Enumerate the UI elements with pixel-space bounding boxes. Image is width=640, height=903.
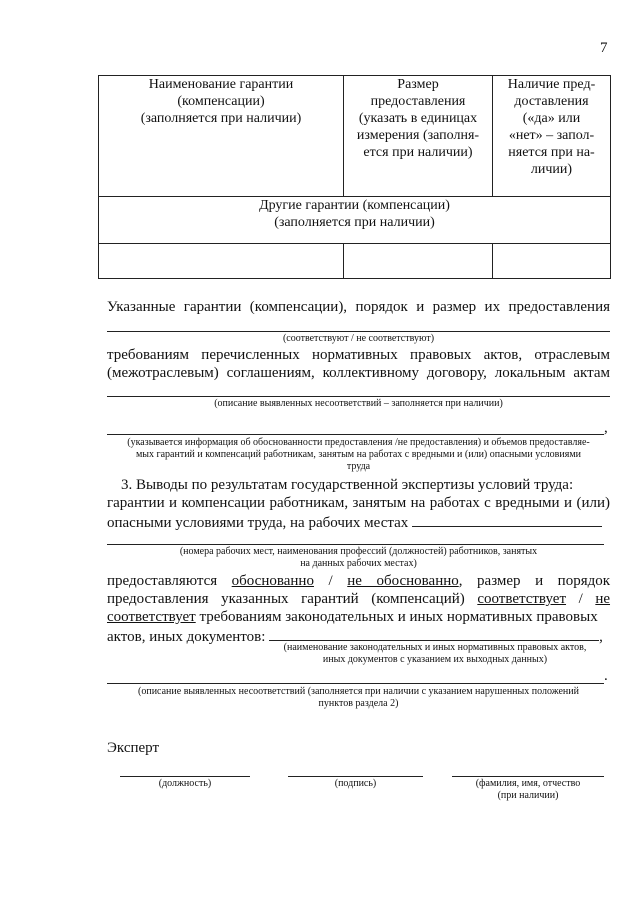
complies-option[interactable]: соответствует xyxy=(477,591,567,607)
header-line: ется при наличии) xyxy=(363,145,473,160)
guarantees-table xyxy=(98,75,611,279)
header-line: Наличие пред- xyxy=(507,77,596,92)
full-name-fill-line[interactable] xyxy=(452,776,604,777)
violations-hint-2: пунктов раздела 2) xyxy=(318,698,399,709)
conclusions-line-3 xyxy=(107,512,610,532)
option-separator: / xyxy=(578,591,583,607)
header-line: Размер xyxy=(397,77,439,92)
justification-fill-line[interactable] xyxy=(107,434,604,435)
header-amount xyxy=(344,76,493,197)
header-line: няется при на- xyxy=(508,145,595,160)
empty-table-row xyxy=(99,244,611,279)
mismatch-fill-line[interactable] xyxy=(107,396,610,397)
workplaces-label: опасными условиями труда, на рабочих местах xyxy=(107,515,409,531)
conclusions-line-4 xyxy=(107,572,610,590)
size-and-order-text: , размер и порядок xyxy=(458,573,611,589)
mismatch-hint: (описание выявленных несоответствий – заполняется при наличии) xyxy=(214,398,503,409)
header-line: измерения (заполня- xyxy=(356,128,480,143)
provision-text: предоставления указанных гарантий (компенсаций) xyxy=(107,591,465,607)
other-guarantees-cell xyxy=(99,197,611,244)
position-fill-line[interactable] xyxy=(120,776,250,777)
justification-hint-2: мых гарантий и компенсаций работникам, занятым на работах с вредными и (или) опасными условиями xyxy=(135,449,582,460)
workplaces-fill-line[interactable] xyxy=(412,512,602,527)
header-line: «нет» – запол- xyxy=(508,128,595,143)
justification-end-comma: , xyxy=(604,420,608,436)
violations-fill-line[interactable] xyxy=(107,683,604,684)
conclusions-line-2: гарантии и компенсации работникам, занятым на работах с вредными и (или) xyxy=(107,495,610,511)
signature-hint: (подпись) xyxy=(334,778,377,789)
option-separator: / xyxy=(328,573,333,589)
header-line: («да» или xyxy=(522,111,581,126)
page-number: 7 xyxy=(600,40,608,56)
conclusions-line-6 xyxy=(107,608,610,626)
full-name-hint-1: (фамилия, имя, отчество xyxy=(475,778,581,789)
justification-hint-1: (указывается информация об обоснованности предоставления /не предоставления) и объемов предоставляе- xyxy=(127,437,590,448)
not-complies-option-part-1[interactable]: не xyxy=(595,591,611,607)
other-guarantees-row xyxy=(99,197,611,244)
conclusions-heading: 3. Выводы по результатам государственной экспертизы условий труда: xyxy=(121,477,574,493)
header-line: предоставления xyxy=(370,94,466,109)
guarantees-line-3: (межотраслевым) соглашениям, коллективному договору, локальным актам xyxy=(107,365,610,381)
other-guarantees-title: Другие гарантии (компенсации) xyxy=(259,198,450,213)
header-line: доставления xyxy=(514,94,589,109)
justification-hint-3: труда xyxy=(346,461,371,472)
header-line: Наименование гарантии xyxy=(148,77,294,92)
position-hint: (должность) xyxy=(158,778,212,789)
documents-hint-1: (наименование законодательных и иных нормативных правовых актов, xyxy=(283,642,587,653)
conclusions-line-5 xyxy=(107,590,610,608)
not-justified-option[interactable]: не обоснованно xyxy=(347,573,459,589)
full-name-hint-2: (при наличии) xyxy=(497,790,559,801)
documents-label: актов, иных документов: xyxy=(107,629,266,645)
provided-word: предоставляются xyxy=(107,573,218,589)
empty-cell-amount[interactable] xyxy=(344,244,493,279)
documents-hint-2: иных документов с указанием их выходных данных) xyxy=(322,654,548,665)
workplaces-hint-1: (номера рабочих мест, наименования профессий (должностей) работников, занятых xyxy=(179,546,538,557)
guarantees-line-1: Указанные гарантии (компенсации), порядок и размер их предоставления xyxy=(107,299,610,315)
header-guarantee-name xyxy=(99,76,344,197)
header-line: (заполняется при наличии) xyxy=(140,111,302,126)
empty-cell-name[interactable] xyxy=(99,244,344,279)
documents-fill-line[interactable] xyxy=(269,626,599,641)
violations-end-period: . xyxy=(604,668,608,684)
documents-end-comma: , xyxy=(599,629,603,645)
header-line: (компенсации) xyxy=(177,94,265,109)
signature-fill-line[interactable] xyxy=(288,776,423,777)
expert-label: Эксперт xyxy=(107,740,160,756)
requirements-text: требованиям законодательных и иных нормативных правовых xyxy=(195,609,598,625)
conformity-fill-line[interactable] xyxy=(107,331,610,332)
workplaces-hint-2: на данных рабочих местах) xyxy=(300,558,417,569)
violations-hint-1: (описание выявленных несоответствий (заполняется при наличии с указанием нарушенных положений xyxy=(138,686,579,697)
conformity-hint: (соответствуют / не соответствуют) xyxy=(282,333,435,344)
not-complies-option-part-2[interactable]: соответствует xyxy=(107,609,196,625)
empty-cell-availability[interactable] xyxy=(493,244,611,279)
guarantees-line-2: требованиям перечисленных нормативных правовых актов, отраслевым xyxy=(107,347,610,363)
header-line: (указать в единицах xyxy=(358,111,478,126)
other-guarantees-note: (заполняется при наличии) xyxy=(274,215,435,230)
header-line: личии) xyxy=(530,162,573,177)
workplaces-fill-line-2[interactable] xyxy=(107,544,604,545)
justified-option[interactable]: обоснованно xyxy=(231,573,314,589)
table-header-row xyxy=(99,76,611,197)
header-availability xyxy=(493,76,611,197)
